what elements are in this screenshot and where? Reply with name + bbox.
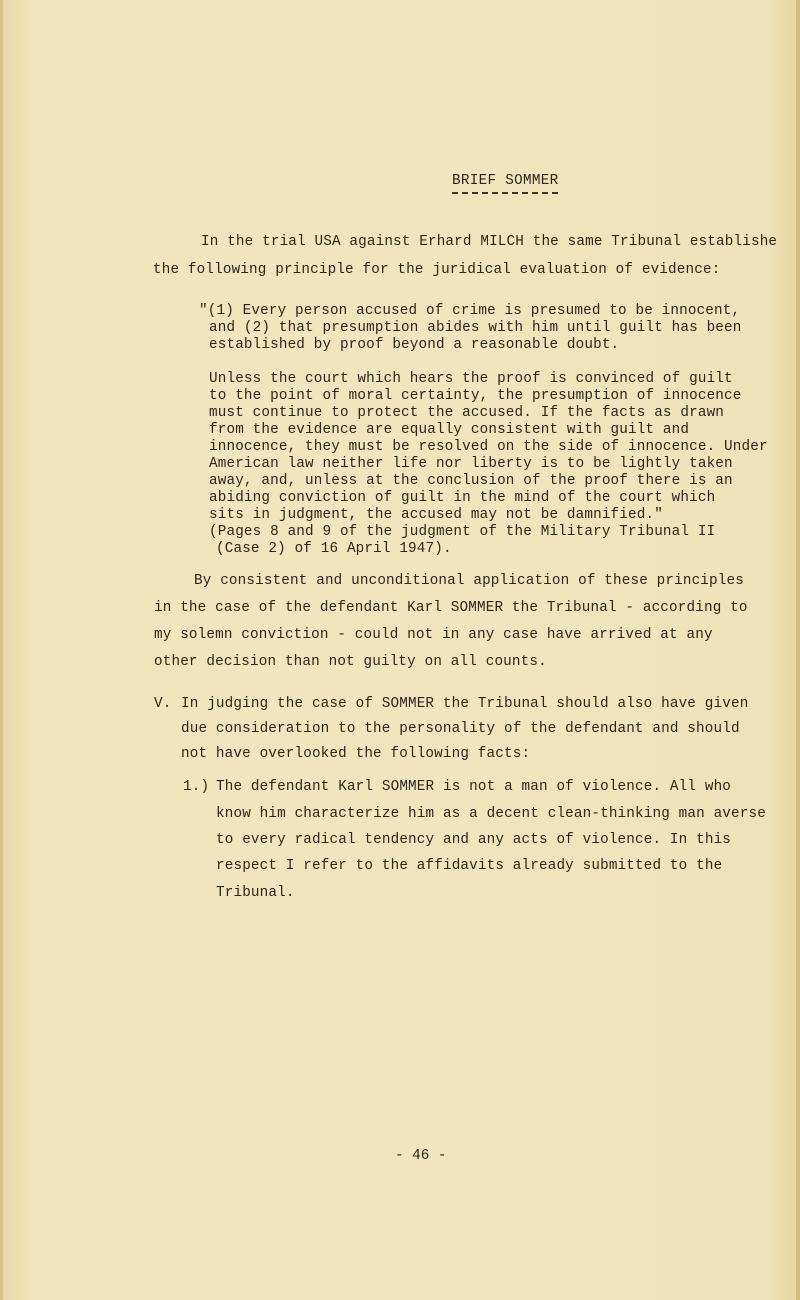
page-edge-left <box>0 0 3 1300</box>
quote-line: American law neither life nor liberty is to be lightly taken <box>209 456 733 472</box>
section-marker: V. <box>154 696 172 712</box>
item-line: respect I refer to the affidavits already submitted to the <box>216 858 723 874</box>
document-heading: BRIEF SOMMER <box>452 173 559 189</box>
quote-line: abiding conviction of guilt in the mind of the court which <box>209 490 716 506</box>
quote-line: from the evidence are equally consistent with guilt and <box>209 422 690 438</box>
quote-line: must continue to protect the accused. If the facts as drawn <box>209 405 725 421</box>
intro-line: the following principle for the juridical evaluation of evidence: <box>153 262 721 278</box>
conclusion-line: my solemn conviction - could not in any case have arrived at any <box>154 627 713 643</box>
quote-line: "(1) Every person accused of crime is presumed to be innocent, <box>199 303 741 319</box>
conclusion-line: By consistent and unconditional application of these principles <box>194 573 744 589</box>
conclusion-line: other decision than not guilty on all counts. <box>154 654 547 670</box>
item-marker: 1.) <box>183 779 210 795</box>
quote-line: innocence, they must be resolved on the side of innocence. Under <box>209 439 768 455</box>
section-line: due consideration to the personality of the defendant and should <box>181 721 740 737</box>
quote-citation: (Pages 8 and 9 of the judgment of the Military Tribunal II <box>209 524 716 540</box>
quote-line: established by proof beyond a reasonable doubt. <box>209 337 620 353</box>
section-line: In judging the case of SOMMER the Tribunal should also have given <box>181 696 749 712</box>
quote-line: away, and, unless at the conclusion of the proof there is an <box>209 473 733 489</box>
heading-underline <box>452 192 558 194</box>
quote-line: sits in judgment, the accused may not be damnified." <box>209 507 663 523</box>
item-line: to every radical tendency and any acts of violence. In this <box>216 832 732 848</box>
item-line: Tribunal. <box>216 885 295 901</box>
item-line: know him characterize him as a decent clean-thinking man averse <box>216 806 766 822</box>
page-edge-right <box>796 0 800 1300</box>
conclusion-line: in the case of the defendant Karl SOMMER the Tribunal - according to <box>154 600 748 616</box>
item-line: The defendant Karl SOMMER is not a man of violence. All who <box>216 779 732 795</box>
quote-citation: (Case 2) of 16 April 1947). <box>216 541 452 557</box>
quote-line: Unless the court which hears the proof is convinced of guilt <box>209 371 733 387</box>
quote-line: to the point of moral certainty, the presumption of innocence <box>209 388 742 404</box>
quote-line: and (2) that presumption abides with him until guilt has been <box>209 320 742 336</box>
page-number: - 46 - <box>395 1148 447 1164</box>
section-line: not have overlooked the following facts: <box>181 746 531 762</box>
intro-line: In the trial USA against Erhard MILCH the same Tribunal establishe <box>201 234 778 250</box>
